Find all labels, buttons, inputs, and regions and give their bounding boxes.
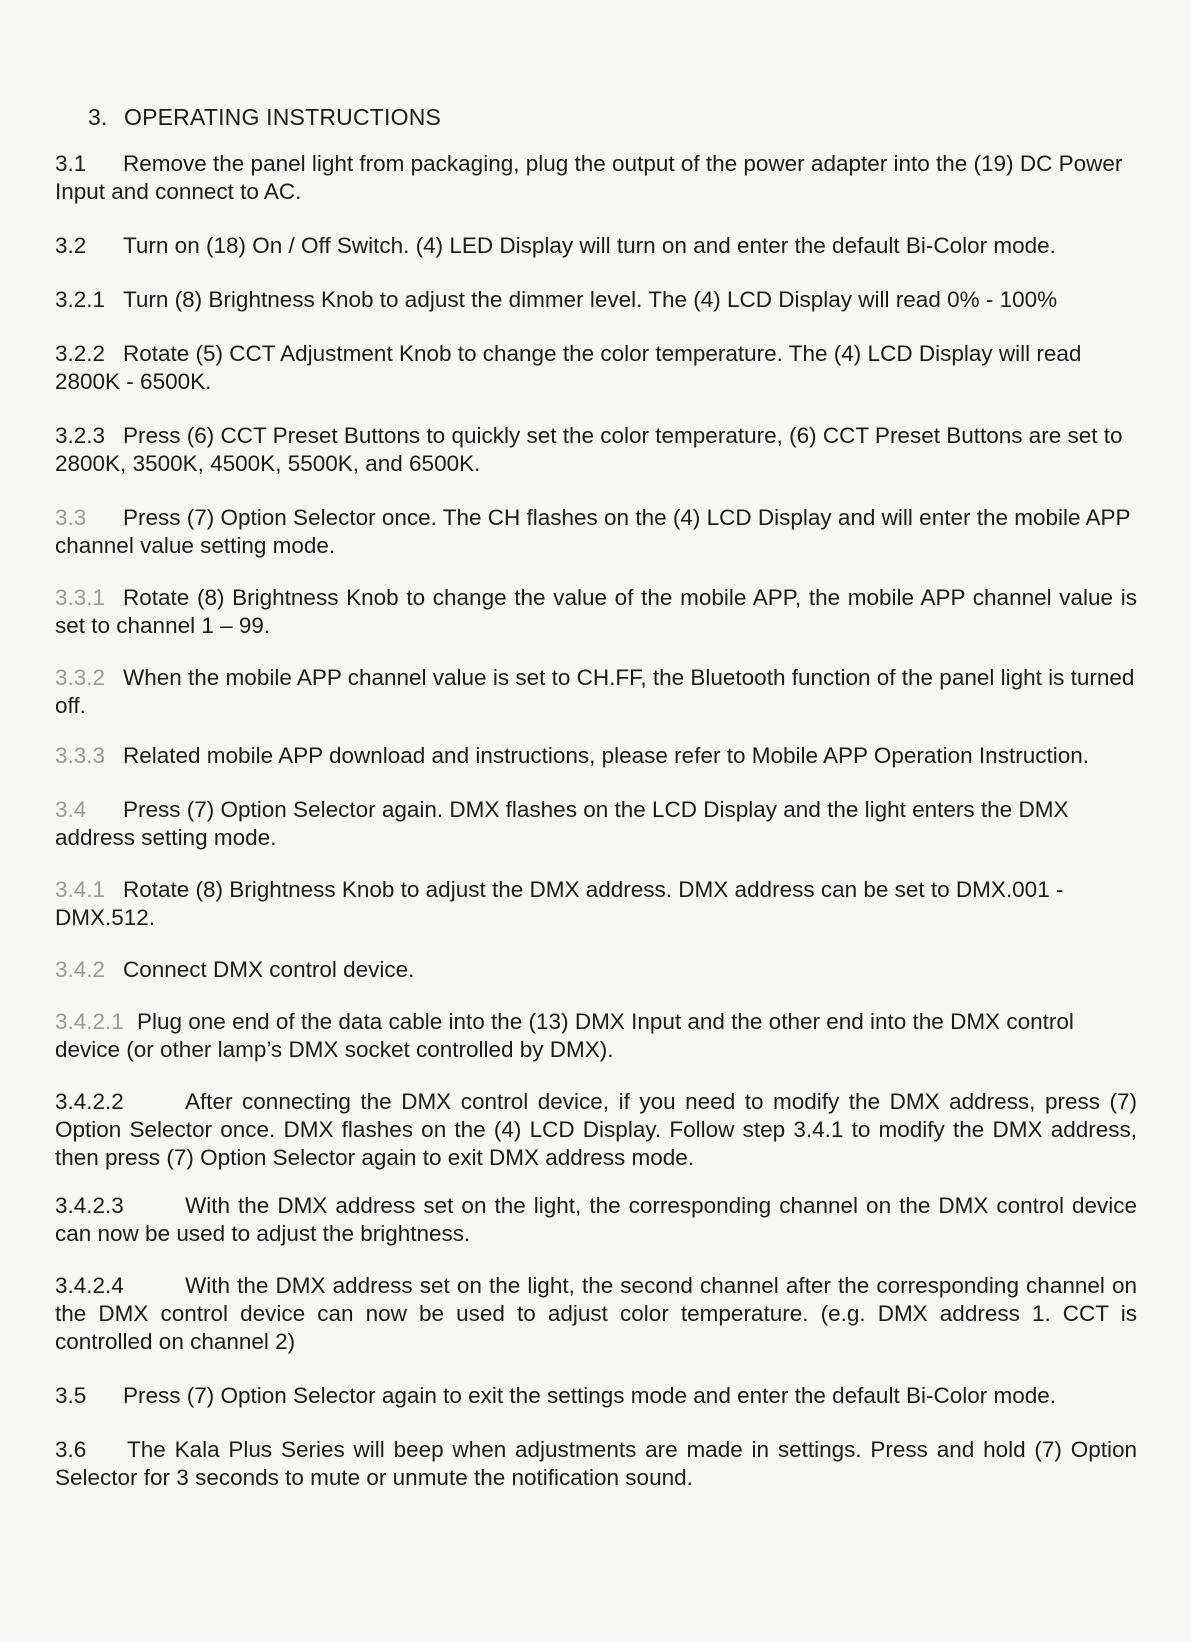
instruction-text: Related mobile APP download and instructions, please refer to Mobile APP Operation Instruction. <box>123 743 1089 768</box>
instruction-number: 3.1 <box>55 151 87 176</box>
instruction-3-6 <box>55 1436 1137 1492</box>
instruction-text: Press (7) Option Selector again. DMX flashes on the LCD Display and the light enters the DMX address setting mode. <box>55 797 1069 850</box>
instruction-text: Rotate (8) Brightness Knob to adjust the DMX address. DMX address can be set to DMX.001 - DMX.512. <box>55 877 1064 930</box>
instruction-text: Plug one end of the data cable into the (13) DMX Input and the other end into the DMX control device (or other lamp’s DMX socket controlled by DMX). <box>55 1009 1074 1062</box>
section-heading-title: OPERATING INSTRUCTIONS <box>124 104 442 130</box>
instruction-text: Turn on (18) On / Off Switch. (4) LED Display will turn on and enter the default Bi-Color mode. <box>123 233 1056 258</box>
instruction-3-3-3 <box>55 742 1137 770</box>
instruction-3-4-1 <box>55 876 1137 932</box>
instruction-3-4 <box>55 796 1137 852</box>
instruction-number: 3.3.3 <box>55 743 106 768</box>
instruction-text: Connect DMX control device. <box>123 957 415 982</box>
instruction-3-3 <box>55 504 1137 560</box>
instruction-3-2-3 <box>55 422 1137 478</box>
instruction-3-2 <box>55 232 1137 260</box>
instruction-number: 3.2.3 <box>55 423 106 448</box>
section-heading <box>88 104 441 131</box>
instruction-number: 3.4.2.3 <box>55 1193 124 1218</box>
instruction-number: 3.4 <box>55 797 87 822</box>
instruction-3-4-2-2 <box>55 1088 1137 1172</box>
instruction-text: After connecting the DMX control device, if you need to modify the DMX address, press (7) Option Selector once. DMX flashes on the (4) LCD Display. Follow step 3.4.1 to modify the DMX address, then press (7) Option Selector again to exit DMX address mode. <box>55 1089 1137 1170</box>
instruction-number: 3.6 <box>55 1437 87 1462</box>
instruction-text: The Kala Plus Series will beep when adjustments are made in settings. Press and hold (7) Option Selector for 3 seconds to mute or unmute the notification sound. <box>55 1437 1137 1490</box>
section-heading-number: 3. <box>88 104 108 130</box>
instruction-number: 3.2.2 <box>55 341 106 366</box>
instruction-3-3-1 <box>55 584 1137 640</box>
instruction-number: 3.3.1 <box>55 585 106 610</box>
instruction-text: With the DMX address set on the light, the corresponding channel on the DMX control device can now be used to adjust the brightness. <box>55 1193 1137 1246</box>
instruction-number: 3.2.1 <box>55 287 106 312</box>
instruction-text: Press (6) CCT Preset Buttons to quickly set the color temperature, (6) CCT Preset Buttons are set to 2800K, 3500K, 4500K, 5500K, and 6500K. <box>55 423 1123 476</box>
instruction-3-2-1 <box>55 286 1137 314</box>
instruction-number: 3.4.2.2 <box>55 1089 124 1114</box>
instruction-3-2-2 <box>55 340 1137 396</box>
instruction-3-4-2 <box>55 956 1137 984</box>
instruction-3-1 <box>55 150 1137 206</box>
instruction-number: 3.3 <box>55 505 87 530</box>
instruction-text: Rotate (8) Brightness Knob to change the value of the mobile APP, the mobile APP channel value is set to channel 1 – 99. <box>55 585 1137 638</box>
instruction-number: 3.4.1 <box>55 877 106 902</box>
instruction-text: When the mobile APP channel value is set to CH.FF, the Bluetooth function of the panel light is turned off. <box>55 665 1135 718</box>
instruction-text: Press (7) Option Selector once. The CH flashes on the (4) LCD Display and will enter the mobile APP channel value setting mode. <box>55 505 1131 558</box>
instruction-text: Rotate (5) CCT Adjustment Knob to change the color temperature. The (4) LCD Display will read 2800K - 6500K. <box>55 341 1082 394</box>
instruction-3-4-2-1 <box>55 1008 1137 1064</box>
instruction-text: Turn (8) Brightness Knob to adjust the dimmer level. The (4) LCD Display will read 0% - 100% <box>123 287 1058 312</box>
instruction-3-4-2-3 <box>55 1192 1137 1248</box>
instruction-number: 3.4.2.1 <box>55 1009 124 1034</box>
instruction-3-5 <box>55 1382 1137 1410</box>
instruction-number: 3.5 <box>55 1383 87 1408</box>
instruction-number: 3.4.2.4 <box>55 1273 124 1298</box>
instruction-text: Press (7) Option Selector again to exit the settings mode and enter the default Bi-Color mode. <box>123 1383 1057 1408</box>
instruction-3-4-2-4 <box>55 1272 1137 1356</box>
instruction-number: 3.2 <box>55 233 87 258</box>
instruction-text: With the DMX address set on the light, the second channel after the corresponding channel on the DMX control device can now be used to adjust color temperature. (e.g. DMX address 1. CCT is controlled on channel 2) <box>55 1273 1137 1354</box>
instruction-text: Remove the panel light from packaging, plug the output of the power adapter into the (19) DC Power Input and connect to AC. <box>55 151 1123 204</box>
instruction-3-3-2 <box>55 664 1137 720</box>
instruction-number: 3.4.2 <box>55 957 106 982</box>
instruction-number: 3.3.2 <box>55 665 106 690</box>
